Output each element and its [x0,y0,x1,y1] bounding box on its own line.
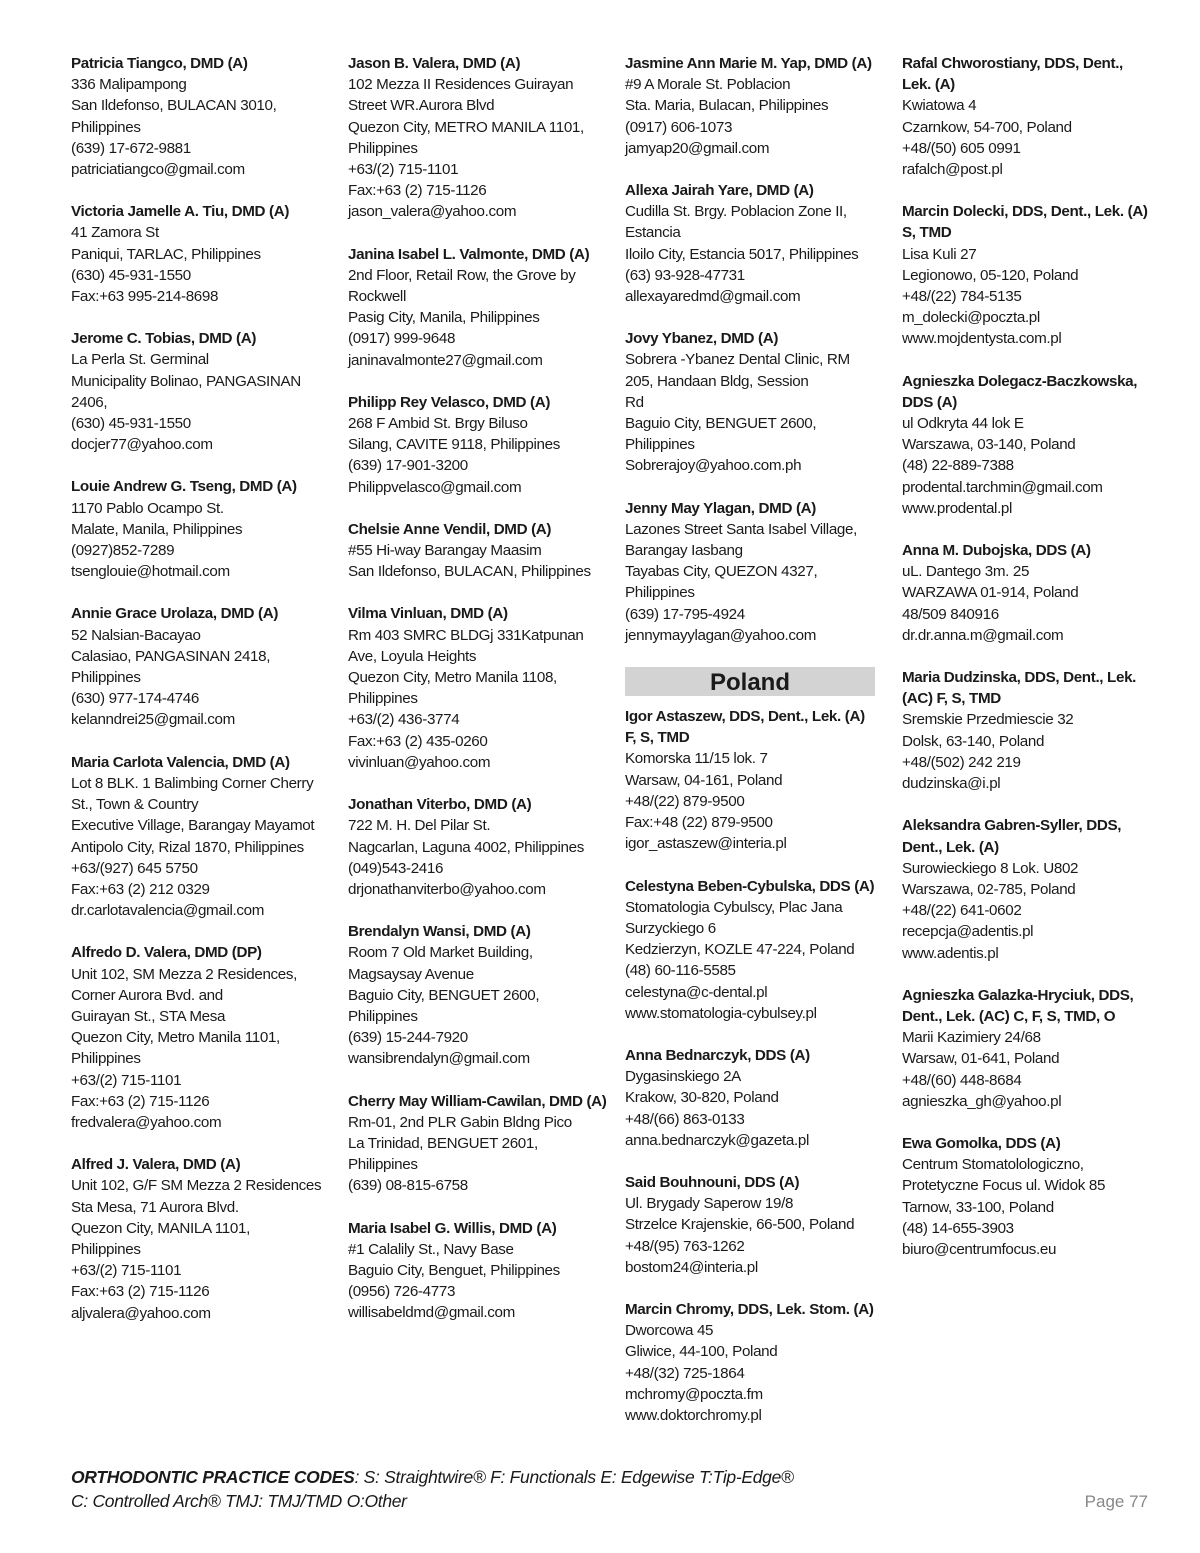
dentist-detail-line: Fax:+63 995-214-8698 [71,288,219,306]
dentist-detail-line: (639) 15-244-7920 [348,1029,468,1047]
dentist-detail-line: Kwiatowa 4 [902,97,977,115]
dentist-detail-line: Warsaw, 04-161, Poland [625,771,783,789]
dentist-name: Anna Bednarczyk, DDS (A) [625,1046,810,1064]
dentist-detail-line: (630) 45-931-1550 [71,266,191,284]
dentist-entry [625,180,875,307]
dentist-detail-line: Quezon City, Metro Manila 1101, [71,1029,280,1047]
dentist-detail-line: Philippines [348,1007,418,1025]
dentist-entry [625,1299,875,1426]
dentist-detail-line: #1 Calalily St., Navy Base [348,1240,514,1258]
dentist-detail-line: +48/(66) 863-0133 [625,1110,745,1128]
dentist-detail-line: (48) 60-116-5585 [625,962,736,980]
dentist-detail-line: Philippines [71,1240,141,1258]
dentist-detail-line: igor_astaszew@interia.pl [625,835,787,853]
dentist-detail-line: Cudilla St. Brgy. Poblacion Zone II, [625,203,847,221]
dentist-detail-line: (630) 977-174-4746 [71,690,199,708]
dentist-name: Alfred J. Valera, DMD (A) [71,1156,241,1174]
dentist-detail-line: +63/(927) 645 5750 [71,859,198,877]
dentist-detail-line: +63/(2) 715-1101 [71,1071,182,1089]
dentist-detail-line: (639) 08-815-6758 [348,1177,468,1195]
dentist-entry [902,985,1152,1112]
dentist-detail-line: Baguio City, BENGUET 2600, [625,415,817,433]
dentist-detail-line: (639) 17-795-4924 [625,605,745,623]
dentist-detail-line: Calasiao, PANGASINAN 2418, [71,647,271,665]
dentist-detail-line: Tarnow, 33-100, Poland [902,1198,1054,1216]
dentist-detail-line: biuro@centrumfocus.eu [902,1240,1057,1258]
dentist-detail-line: Magsaysay Avenue [348,965,474,983]
dentist-name: Victoria Jamelle A. Tiu, DMD (A) [71,203,290,221]
dentist-name: Said Bouhnouni, DDS (A) [625,1173,800,1191]
dentist-name: Annie Grace Urolaza, DMD (A) [71,605,279,623]
dentist-detail-line: +48/(22) 879-9500 [625,792,745,810]
dentist-detail-line: (0917) 999-9648 [348,330,456,348]
dentist-detail-line: (639) 17-901-3200 [348,457,468,475]
dentist-detail-line: Fax:+63 (2) 715-1126 [71,1092,210,1110]
dentist-entry [902,540,1152,646]
dentist-detail-line: +48/(22) 641-0602 [902,902,1022,920]
dentist-detail-line: Fax:+48 (22) 879-9500 [625,814,773,832]
dentist-name: Celestyna Beben-Cybulska, DDS (A) [625,877,875,895]
dentist-detail-line: Estancia [625,224,681,242]
dentist-detail-line: recepcja@adentis.pl [902,923,1034,941]
dentist-entry [71,942,333,1133]
dentist-name: Jasmine Ann Marie M. Yap, DMD (A) [625,55,872,72]
dentist-detail-line: 52 Nalsian-Bacayao [71,626,201,644]
page-number: Page 77 [1084,1492,1148,1511]
dentist-detail-line: Quezon City, Metro Manila 1108, [348,669,557,687]
dentist-detail-line: m_dolecki@poczta.pl [902,309,1040,327]
dentist-detail-line: Paniqui, TARLAC, Philippines [71,245,261,263]
dentist-detail-line: #9 A Morale St. Poblacion [625,76,791,94]
dentist-detail-line: +48/(502) 242 219 [902,753,1021,771]
dentist-detail-line: Municipality Bolinao, PANGASINAN [71,372,301,390]
dentist-detail-line: Philippines [71,1050,141,1068]
dentist-detail-line: Marii Kazimiery 24/68 [902,1029,1041,1047]
dentist-detail-line: allexayaredmd@gmail.com [625,288,801,306]
dentist-detail-line: Warszawa, 03-140, Poland [902,436,1076,454]
dentist-detail-line: rafalch@post.pl [902,161,1003,179]
dentist-detail-line: Nagcarlan, Laguna 4002, Philippines [348,838,584,856]
dentist-detail-line: Lazones Street Santa Isabel Village, [625,520,857,538]
dentist-detail-line: prodental.tarchmin@gmail.com [902,478,1103,496]
dentist-name: Louie Andrew G. Tseng, DMD (A) [71,478,297,496]
dentist-detail-line: ul Odkryta 44 lok E [902,415,1024,433]
dentist-entry [348,53,610,223]
dentist-detail-line: (0927)852-7289 [71,542,175,560]
dentist-detail-line: Rm-01, 2nd PLR Gabin Bldng Pico [348,1113,572,1131]
column-2 [348,53,610,1345]
dentist-entry [348,244,610,371]
dentist-detail-line: San Ildefonso, BULACAN, Philippines [348,563,591,581]
dentist-entry [71,1154,333,1324]
dentist-entry [902,201,1152,349]
dentist-detail-line: Komorska 11/15 lok. 7 [625,750,768,768]
dentist-entry [902,53,1152,180]
dentist-entry [71,328,333,455]
dentist-detail-line: Lisa Kuli 27 [902,245,977,263]
dentist-detail-line: Fax:+63 (2) 715-1126 [71,1283,210,1301]
dentist-entry [625,53,875,159]
dentist-detail-line: Unit 102, G/F SM Mezza 2 Residences [71,1177,322,1195]
dentist-entry [348,519,610,583]
dentist-entry [71,752,333,922]
dentist-name: Patricia Tiangco, DMD (A) [71,55,248,72]
dentist-name: Aleksandra Gabren-Syller, DDS, Dent., Lek. (A) [902,817,1122,856]
dentist-detail-line: dr.dr.anna.m@gmail.com [902,626,1064,644]
column-4 [902,53,1152,1281]
dentist-detail-line: Fax:+63 (2) 435-0260 [348,732,488,750]
dentist-detail-line: 2406, [71,393,108,411]
dentist-detail-line: vivinluan@yahoo.com [348,753,491,771]
dentist-detail-line: 48/509 840916 [902,605,999,623]
dentist-detail-line: +48/(22) 784-5135 [902,288,1022,306]
dentist-detail-line: Ul. Brygady Saperow 19/8 [625,1195,794,1213]
dentist-detail-line: Ave, Loyula Heights [348,647,477,665]
dentist-detail-line: Dolsk, 63-140, Poland [902,732,1045,750]
dentist-detail-line: Room 7 Old Market Building, [348,944,533,962]
dentist-detail-line: Sremskie Przedmiescie 32 [902,711,1074,729]
section-header: Poland [625,667,875,696]
dentist-name: Maria Dudzinska, DDS, Dent., Lek. (AC) F, S, TMD [902,669,1137,708]
dentist-detail-line: 2nd Floor, Retail Row, the Grove by [348,266,576,284]
dentist-name: Agnieszka Dolegacz-Baczkowska, DDS (A) [902,372,1138,411]
dentist-detail-line: (639) 17-672-9881 [71,139,191,157]
dentist-detail-line: Sobrerajoy@yahoo.com.ph [625,457,802,475]
dentist-name: Jason B. Valera, DMD (A) [348,55,521,72]
dentist-detail-line: celestyna@c-dental.pl [625,983,768,1001]
dentist-name: Igor Astaszew, DDS, Dent., Lek. (A) F, S, TMD [625,708,865,747]
dentist-detail-line: docjer77@yahoo.com [71,436,213,454]
dentist-detail-line: +63/(2) 715-1101 [348,161,459,179]
dentist-detail-line: Philippines [348,1156,418,1174]
dentist-detail-line: (630) 45-931-1550 [71,415,191,433]
dentist-name: Marcin Chromy, DDS, Lek. Stom. (A) [625,1300,874,1318]
practice-codes-text-1: : S: Straightwire® F: Functionals E: Edgewise T:Tip-Edge® [354,1467,794,1487]
dentist-name: Allexa Jairah Yare, DMD (A) [625,182,814,200]
dentist-detail-line: Lot 8 BLK. 1 Balimbing Corner Cherry [71,774,314,792]
dentist-name: Agnieszka Galazka-Hryciuk, DDS, Dent., Lek. (AC) C, F, S, TMD, O [902,986,1134,1025]
dentist-detail-line: Rockwell [348,288,406,306]
dentist-name: Janina Isabel L. Valmonte, DMD (A) [348,245,590,263]
dentist-detail-line: Sta. Maria, Bulacan, Philippines [625,97,829,115]
dentist-name: Brendalyn Wansi, DMD (A) [348,923,531,941]
dentist-detail-line: 41 Zamora St [71,224,159,242]
dentist-name: Cherry May William-Cawilan, DMD (A) [348,1092,607,1110]
dentist-detail-line: Rd [625,393,644,411]
dentist-detail-line: Dygasinskiego 2A [625,1068,741,1086]
column-3 [625,53,875,1447]
dentist-detail-line: Warszawa, 02-785, Poland [902,880,1076,898]
dentist-detail-line: 336 Malipampong [71,76,187,94]
dentist-detail-line: Fax:+63 (2) 212 0329 [71,880,210,898]
dentist-name: Vilma Vinluan, DMD (A) [348,605,508,623]
dentist-detail-line: fredvalera@yahoo.com [71,1113,222,1131]
dentist-detail-line: Antipolo City, Rizal 1870, Philippines [71,838,304,856]
dentist-detail-line: Baguio City, Benguet, Philippines [348,1261,560,1279]
dentist-entry [625,706,875,854]
dentist-detail-line: +63/(2) 715-1101 [71,1262,182,1280]
dentist-detail-line: Warsaw, 01-641, Poland [902,1050,1060,1068]
dentist-detail-line: bostom24@interia.pl [625,1258,758,1276]
dentist-detail-line: Centrum Stomatolologiczno, [902,1156,1084,1174]
dentist-detail-line: Malate, Manila, Philippines [71,520,243,538]
dentist-detail-line: jason_valera@yahoo.com [348,203,517,221]
dentist-entry [348,1091,610,1197]
dentist-entry [902,1133,1152,1260]
dentist-detail-line: Iloilo City, Estancia 5017, Philippines [625,245,859,263]
dentist-detail-line: 722 M. H. Del Pilar St. [348,817,491,835]
dentist-entry [902,371,1152,519]
dentist-detail-line: Sta Mesa, 71 Aurora Blvd. [71,1198,239,1216]
dentist-detail-line: Philippines [348,690,418,708]
dentist-detail-line: (48) 22-889-7388 [902,457,1014,475]
dentist-entry [348,1218,610,1324]
dentist-detail-line: www.stomatologia-cybulsey.pl [625,1004,817,1022]
practice-codes-line-1 [71,1465,794,1489]
dentist-detail-line: janinavalmonte27@gmail.com [348,351,543,369]
dentist-detail-line: dudzinska@i.pl [902,775,1001,793]
dentist-detail-line: Philippines [348,139,418,157]
dentist-entry [348,392,610,498]
dentist-detail-line: Legionowo, 05-120, Poland [902,266,1079,284]
dentist-name: Jovy Ybanez, DMD (A) [625,330,779,348]
dentist-detail-line: San Ildefonso, BULACAN 3010, [71,97,277,115]
dentist-detail-line: Baguio City, BENGUET 2600, [348,986,540,1004]
dentist-entry [71,603,333,730]
dentist-detail-line: Tayabas City, QUEZON 4327, [625,563,818,581]
dentist-detail-line: tsenglouie@hotmail.com [71,563,230,581]
dentist-detail-line: +48/(32) 725-1864 [625,1364,745,1382]
dentist-detail-line: www.mojdentysta.com.pl [902,330,1062,348]
dentist-detail-line: Surzyckiego 6 [625,919,716,937]
dentist-entry [625,1172,875,1278]
dentist-name: Rafal Chworostiany, DDS, Dent., Lek. (A) [902,55,1123,94]
dentist-detail-line: Protetyczne Focus ul. Widok 85 [902,1177,1106,1195]
dentist-name: Maria Isabel G. Willis, DMD (A) [348,1219,557,1237]
dentist-detail-line: Stomatologia Cybulscy, Plac Jana [625,898,843,916]
dentist-detail-line: Czarnkow, 54-700, Poland [902,118,1072,136]
dentist-detail-line: Rm 403 SMRC BLDGj 331Katpunan [348,626,584,644]
dentist-entry [71,53,333,180]
dentist-detail-line: Philippines [71,669,141,687]
dentist-detail-line: 102 Mezza II Residences Guirayan [348,76,574,94]
dentist-detail-line: +63/(2) 436-3774 [348,711,460,729]
dentist-detail-line: Quezon City, MANILA 1101, [71,1219,250,1237]
dentist-entry [625,876,875,1024]
dentist-name: Jenny May Ylagan, DMD (A) [625,499,816,517]
dentist-detail-line: (63) 93-928-47731 [625,266,745,284]
dentist-entry [625,328,875,476]
dentist-name: Philipp Rey Velasco, DMD (A) [348,393,551,411]
dentist-entry [625,1045,875,1151]
dentist-detail-line: www.prodental.pl [902,499,1013,517]
dentist-detail-line: Silang, CAVITE 9118, Philippines [348,436,560,454]
dentist-detail-line: +48/(95) 763-1262 [625,1237,745,1255]
dentist-name: Maria Carlota Valencia, DMD (A) [71,753,290,771]
dentist-detail-line: www.adentis.pl [902,944,999,962]
dentist-entry [348,603,610,773]
dentist-detail-line: Pasig City, Manila, Philippines [348,309,540,327]
dentist-name: Ewa Gomolka, DDS (A) [902,1134,1061,1152]
dentist-detail-line: (049)543-2416 [348,859,444,877]
dentist-detail-line: Philippvelasco@gmail.com [348,478,522,496]
dentist-detail-line: (0917) 606-1073 [625,118,733,136]
dentist-detail-line: mchromy@poczta.fm [625,1385,763,1403]
dentist-detail-line: La Perla St. Germinal [71,351,209,369]
dentist-detail-line: Quezon City, METRO MANILA 1101, [348,118,584,136]
dentist-detail-line: willisabeldmd@gmail.com [348,1304,515,1322]
dentist-detail-line: Philippines [71,118,141,136]
dentist-detail-line: Barangay Iasbang [625,542,743,560]
dentist-detail-line: aljvalera@yahoo.com [71,1304,211,1322]
dentist-detail-line: +48/(50) 605 0991 [902,139,1021,157]
dentist-detail-line: +48/(60) 448-8684 [902,1071,1022,1089]
dentist-detail-line: Strzelce Krajenskie, 66-500, Poland [625,1216,855,1234]
column-1 [71,53,333,1345]
dentist-detail-line: (0956) 726-4773 [348,1283,456,1301]
dentist-detail-line: uL. Dantego 3m. 25 [902,563,1030,581]
dentist-detail-line: Guirayan St., STA Mesa [71,1007,226,1025]
dentist-detail-line: 205, Handaan Bldg, Session [625,372,809,390]
dentist-detail-line: Kedzierzyn, KOZLE 47-224, Poland [625,941,855,959]
dentist-detail-line: drjonathanviterbo@yahoo.com [348,880,546,898]
dentist-name: Alfredo D. Valera, DMD (DP) [71,944,262,962]
dentist-entry [625,498,875,646]
dentist-detail-line: wansibrendalyn@gmail.com [348,1050,530,1068]
dentist-detail-line: (48) 14-655-3903 [902,1219,1014,1237]
dentist-entry [348,921,610,1069]
dentist-detail-line: Unit 102, SM Mezza 2 Residences, [71,965,298,983]
dentist-detail-line: Krakow, 30-820, Poland [625,1089,779,1107]
dentist-entry [71,201,333,307]
practice-codes-title: ORTHODONTIC PRACTICE CODES [71,1467,355,1487]
dentist-detail-line: Street WR.Aurora Blvd [348,97,495,115]
dentist-detail-line: 1170 Pablo Ocampo St. [71,499,224,517]
dentist-detail-line: patriciatiangco@gmail.com [71,161,245,179]
dentist-name: Chelsie Anne Vendil, DMD (A) [348,520,552,538]
dentist-detail-line: agnieszka_gh@yahoo.pl [902,1092,1062,1110]
dentist-detail-line: Philippines [625,436,695,454]
dentist-name: Marcin Dolecki, DDS, Dent., Lek. (A) S, TMD [902,203,1148,242]
dentist-name: Jonathan Viterbo, DMD (A) [348,796,532,814]
practice-codes-line-2: C: Controlled Arch® TMJ: TMJ/TMD O:Other [71,1491,407,1511]
dentist-detail-line: #55 Hi-way Barangay Maasim [348,542,542,560]
dentist-detail-line: jennymayylagan@yahoo.com [625,626,817,644]
dentist-detail-line: dr.carlotavalencia@gmail.com [71,902,265,920]
dentist-detail-line: St., Town & Country [71,796,199,814]
dentist-detail-line: 268 F Ambid St. Brgy Biluso [348,415,528,433]
dentist-detail-line: La Trinidad, BENGUET 2601, [348,1134,538,1152]
dentist-name: Anna M. Dubojska, DDS (A) [902,542,1091,560]
dentist-detail-line: Philippines [625,584,695,602]
dentist-detail-line: Executive Village, Barangay Mayamot [71,817,315,835]
dentist-name: Jerome C. Tobias, DMD (A) [71,330,257,348]
dentist-detail-line: Sobrera -Ybanez Dental Clinic, RM [625,351,850,369]
dentist-detail-line: www.doktorchromy.pl [625,1406,762,1424]
dentist-entry [348,794,610,900]
dentist-detail-line: anna.bednarczyk@gazeta.pl [625,1131,809,1149]
dentist-entry [902,667,1152,794]
dentist-detail-line: jamyap20@gmail.com [625,139,770,157]
practice-codes-legend [71,1465,794,1513]
dentist-detail-line: Fax:+63 (2) 715-1126 [348,182,487,200]
dentist-entry [902,815,1152,963]
dentist-detail-line: kelanndrei25@gmail.com [71,711,235,729]
dentist-detail-line: Gliwice, 44-100, Poland [625,1343,778,1361]
dentist-detail-line: Surowieckiego 8 Lok. U802 [902,859,1079,877]
dentist-detail-line: WARZAWA 01-914, Poland [902,584,1079,602]
dentist-detail-line: Corner Aurora Bvd. and [71,986,223,1004]
dentist-detail-line: Dworcowa 45 [625,1322,714,1340]
dentist-entry [71,476,333,582]
